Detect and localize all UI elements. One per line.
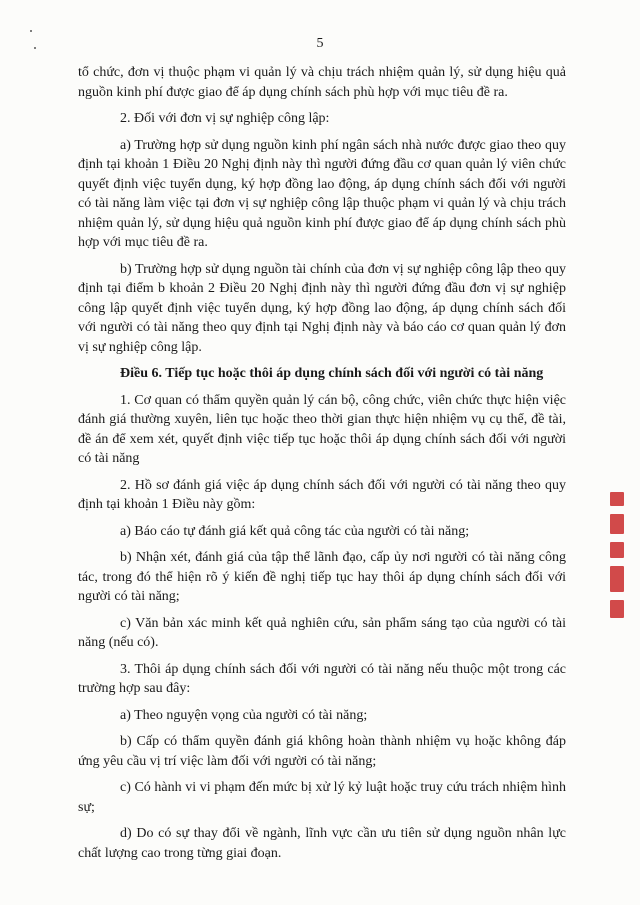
clause-3-item-a: a) Theo nguyện vọng của người có tài năng;: [120, 707, 368, 723]
clause-3-item-d: d) Do có sự thay đổi về ngành, lĩnh vực cần ưu tiên sử dụng nguồn nhân lực chất lượng cao trong từng giai đoạn.: [78, 826, 566, 861]
clause-2-item-a: a) Báo cáo tự đánh giá kết quả công tác của người có tài năng;: [120, 523, 470, 539]
seal-stamp-edge: [608, 492, 626, 622]
article-6-title: Điều 6. Tiếp tục hoặc thôi áp dụng chính sách đối với người có tài năng: [120, 366, 544, 381]
article-6-clause-3: 3. Thôi áp dụng chính sách đối với người có tài năng nếu thuộc một trong các trường hợp sau đây:: [78, 661, 566, 696]
article-6-clause-1: 1. Cơ quan có thẩm quyền quản lý cán bộ, công chức, viên chức thực hiện việc đánh giá thường xuyên, liên tục hoặc theo thời gian thực hiện nhiệm vụ cụ thể, đề tài, đề án để xem xét, quyết định việc tiếp tục hoặc thôi áp dụng chính sách đối với người có tài năng: [78, 392, 566, 466]
paragraph-continuation: tổ chức, đơn vị thuộc phạm vi quản lý và chịu trách nhiệm quản lý, sử dụng hiệu quả nguồn kinh phí được giao để áp dụng chính sách phù hợp với mục tiêu đề ra.: [78, 65, 566, 100]
article-6-clause-2: 2. Hồ sơ đánh giá việc áp dụng chính sách đối với người có tài năng theo quy định tại khoản 1 Điều này gồm:: [78, 477, 566, 512]
page-number: 5: [316, 36, 324, 51]
clause-3-item-c: c) Có hành vi vi phạm đến mức bị xử lý kỷ luật hoặc truy cứu trách nhiệm hình sự;: [78, 780, 566, 815]
clause-2b: b) Trường hợp sử dụng nguồn tài chính của đơn vị sự nghiệp công lập theo quy định tại điểm b khoản 2 Điều 20 Nghị định này thì người đứng đầu đơn vị sự nghiệp công lập quyết định việc tuyển dụng, ký hợp đồng lao động, áp dụng chính sách đối với người có tài năng theo quy định tại Nghị định này và báo cáo cơ quan quản lý đơn vị sự nghiệp công lập.: [78, 261, 566, 355]
scan-speck: [30, 30, 32, 32]
clause-2-item-b: b) Nhận xét, đánh giá của tập thể lãnh đạo, cấp ủy nơi người có tài năng công tác, trong đó thể hiện rõ ý kiến đề nghị tiếp tục hay thôi áp dụng chính sách đối với người có tài năng;: [78, 550, 566, 604]
clause-2a: a) Trường hợp sử dụng nguồn kinh phí ngân sách nhà nước được giao theo quy định tại khoản 1 Điều 20 Nghị định này thì người đứng đầu cơ quan quản lý viên chức quyết định việc tuyển dụng, ký hợp đồng lao động, áp dụng chính sách đối với người có tài năng làm việc tại đơn vị sự nghiệp công lập thuộc phạm vi quản lý và chịu trách nhiệm quản lý, sử dụng hiệu quả nguồn kinh phí được giao để áp dụng chính sách phù hợp với mục tiêu đề ra.: [78, 137, 566, 250]
clause-2-heading: 2. Đối với đơn vị sự nghiệp công lập:: [120, 111, 330, 126]
document-body: [78, 63, 566, 870]
clause-3-item-b: b) Cấp có thẩm quyền đánh giá không hoàn thành nhiệm vụ hoặc không đáp ứng yêu cầu vị trí việc làm đối với người có tài năng;: [78, 734, 566, 769]
clause-2-item-c: c) Văn bản xác minh kết quả nghiên cứu, sản phẩm sáng tạo của người có tài năng (nếu có).: [78, 615, 566, 650]
